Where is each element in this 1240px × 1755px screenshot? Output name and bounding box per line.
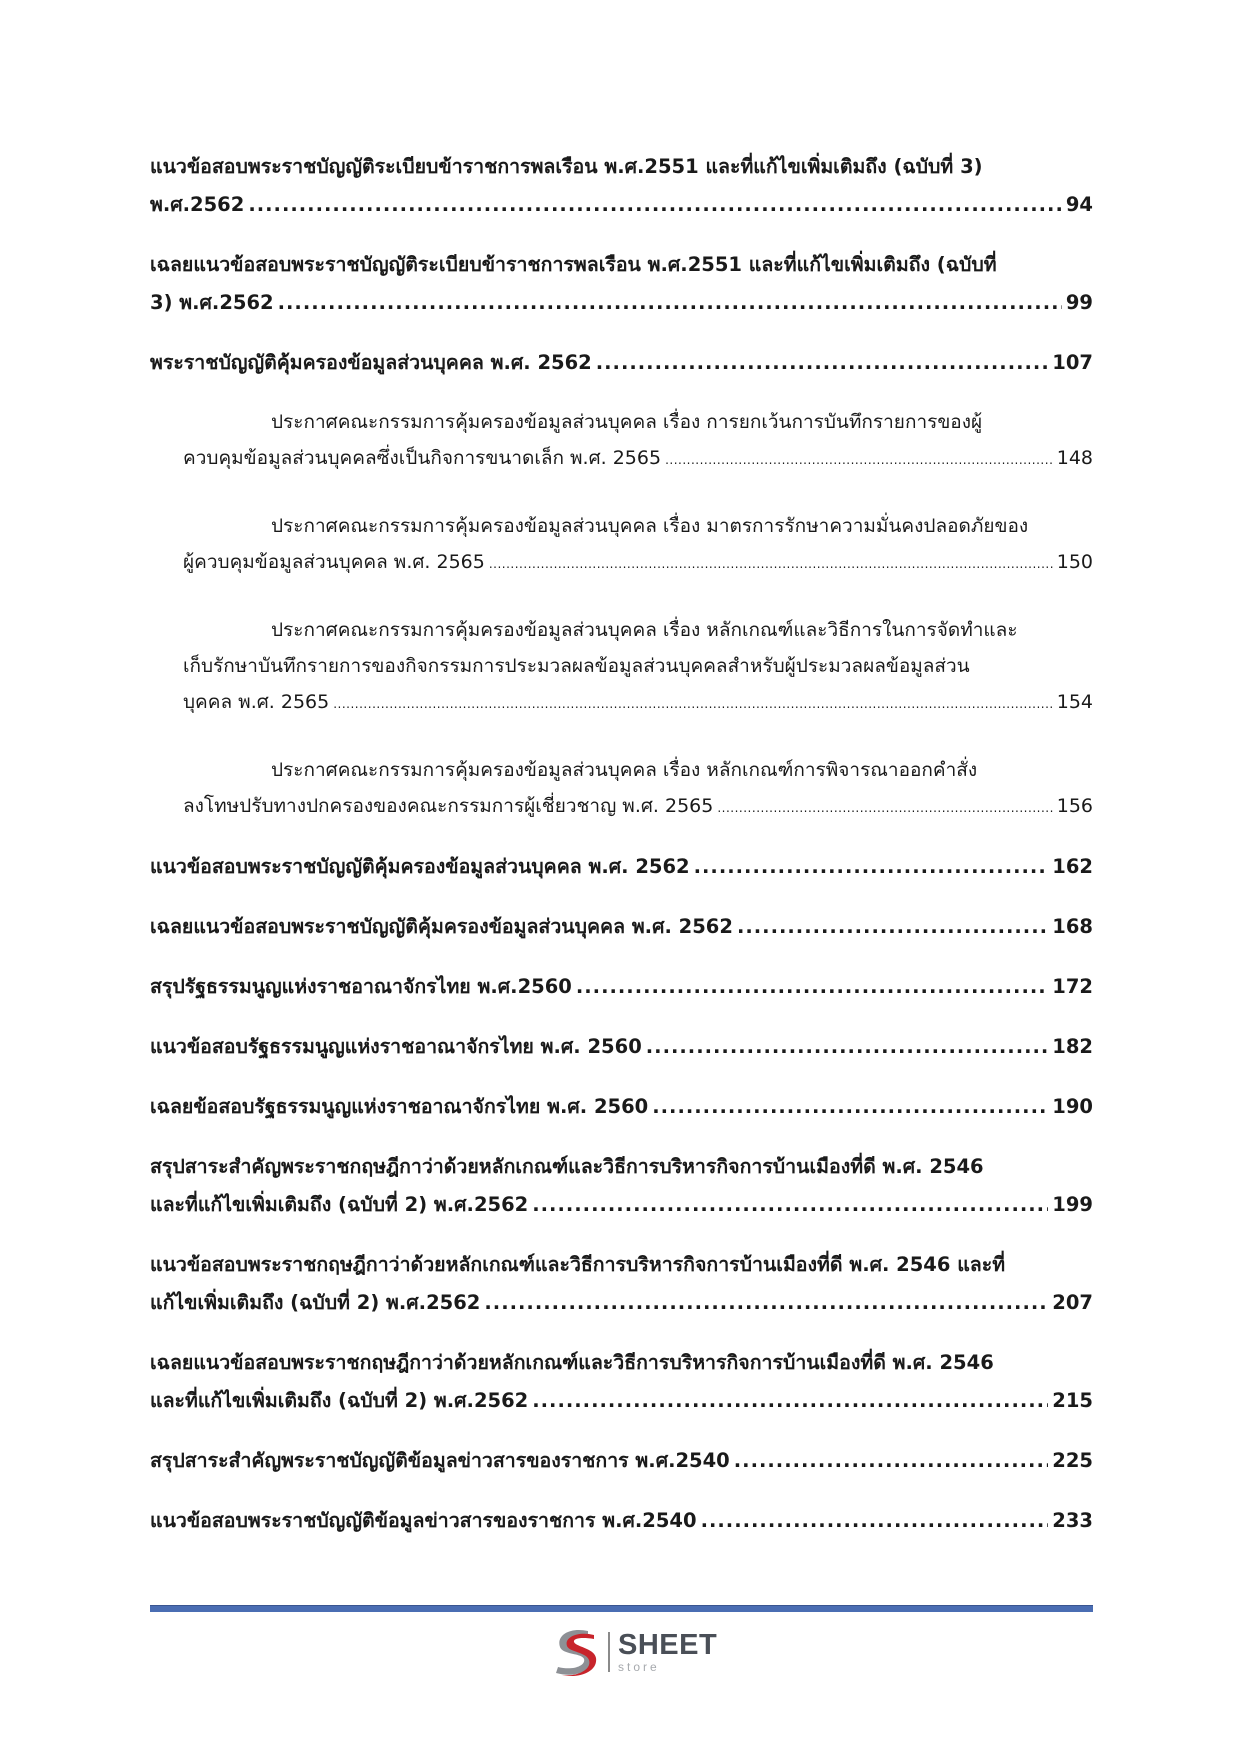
toc-entry-text: แนวข้อสอบพระราชบัญญัติคุ้มครองข้อมูลส่วนบุคคล พ.ศ. 2562	[150, 855, 690, 878]
dot-leader	[652, 1088, 1048, 1126]
toc-entry-text: พ.ศ.2562	[150, 193, 245, 216]
toc-subentry[interactable]	[183, 752, 1093, 826]
toc-entry-text: ประกาศคณะกรรมการคุ้มครองข้อมูลส่วนบุคคล เรื่อง หลักเกณฑ์และวิธีการในการจัดทำและ	[271, 619, 1018, 641]
dot-leader	[576, 968, 1048, 1006]
toc-entry-text: ควบคุมข้อมูลส่วนบุคคลซึ่งเป็นกิจการขนาดเล็ก พ.ศ. 2565	[183, 447, 662, 469]
toc-page-number: 154	[1056, 691, 1093, 713]
toc-page-number: 182	[1052, 1035, 1093, 1058]
dot-leader	[248, 186, 1062, 224]
toc-entry[interactable]	[150, 246, 1093, 322]
toc-subentry[interactable]	[183, 612, 1093, 722]
toc-entry-text: และที่แก้ไขเพิ่มเติมถึง (ฉบับที่ 2) พ.ศ.2562	[150, 1389, 529, 1412]
dot-leader	[734, 1442, 1049, 1480]
toc-entry-text: ลงโทษปรับทางปกครองของคณะกรรมการผู้เชี่ยวชาญ พ.ศ. 2565	[183, 795, 714, 817]
logo-subtext: store	[618, 1660, 660, 1674]
sheet-store-logo-icon	[548, 1625, 602, 1679]
toc-entry[interactable]	[150, 148, 1093, 224]
toc-entry-text: แก้ไขเพิ่มเติมถึง (ฉบับที่ 2) พ.ศ.2562	[150, 1291, 481, 1314]
toc-page-number: 233	[1052, 1509, 1093, 1532]
dot-leader	[532, 1382, 1048, 1420]
toc-entry[interactable]	[150, 1502, 1093, 1540]
toc-entry-text: แนวข้อสอบรัฐธรรมนูญแห่งราชอาณาจักรไทย พ.ศ. 2560	[150, 1035, 642, 1058]
toc-entry[interactable]	[150, 1442, 1093, 1480]
toc-entry[interactable]	[150, 968, 1093, 1006]
toc-subentry[interactable]	[183, 404, 1093, 478]
dot-leader	[333, 686, 1053, 722]
toc-entry-text: ประกาศคณะกรรมการคุ้มครองข้อมูลส่วนบุคคล เรื่อง หลักเกณฑ์การพิจารณาออกคำสั่ง	[271, 759, 978, 781]
dot-leader	[717, 790, 1052, 826]
toc-page-number: 150	[1056, 551, 1093, 573]
dot-leader	[532, 1186, 1048, 1224]
dot-leader	[701, 1502, 1049, 1540]
toc-page-number: 148	[1056, 447, 1093, 469]
toc-entry-text: ประกาศคณะกรรมการคุ้มครองข้อมูลส่วนบุคคล เรื่อง มาตรการรักษาความมั่นคงปลอดภัยของ	[271, 515, 1029, 537]
toc-page-number: 94	[1065, 193, 1093, 216]
toc-subentry[interactable]	[183, 508, 1093, 582]
toc-entry[interactable]	[150, 1344, 1093, 1420]
toc-page-number: 99	[1065, 291, 1093, 314]
toc-entry[interactable]	[150, 1088, 1093, 1126]
toc-page-number: 199	[1052, 1193, 1093, 1216]
toc-page-number: 172	[1052, 975, 1093, 998]
dot-leader	[484, 1284, 1048, 1322]
toc-entry-text: เฉลยแนวข้อสอบพระราชบัญญัติระเบียบข้าราชการพลเรือน พ.ศ.2551 และที่แก้ไขเพิ่มเติมถึง (ฉบับที่	[150, 253, 997, 276]
toc-entry-text: สรุปรัฐธรรมนูญแห่งราชอาณาจักรไทย พ.ศ.2560	[150, 975, 572, 998]
logo-text: SHEET	[618, 1629, 718, 1661]
toc-entry-text: แนวข้อสอบพระราชกฤษฎีกาว่าด้วยหลักเกณฑ์และวิธีการบริหารกิจการบ้านเมืองที่ดี พ.ศ. 2546 และที่	[150, 1253, 1006, 1276]
dot-leader	[596, 344, 1049, 382]
dot-leader	[665, 442, 1053, 478]
toc-page-number: 215	[1052, 1389, 1093, 1412]
toc-entry-text: 3) พ.ศ.2562	[150, 291, 274, 314]
toc-entry-text: เฉลยแนวข้อสอบพระราชบัญญัติคุ้มครองข้อมูลส่วนบุคคล พ.ศ. 2562	[150, 915, 733, 938]
toc-entry-text: แนวข้อสอบพระราชบัญญัติระเบียบข้าราชการพลเรือน พ.ศ.2551 และที่แก้ไขเพิ่มเติมถึง (ฉบับที่ 3)	[150, 155, 983, 178]
toc-entry-text: ผู้ควบคุมข้อมูลส่วนบุคคล พ.ศ. 2565	[183, 551, 485, 573]
dot-leader	[694, 848, 1049, 886]
dot-leader	[646, 1028, 1049, 1066]
toc-entry[interactable]	[150, 848, 1093, 886]
toc-entry[interactable]	[150, 344, 1093, 382]
table-of-contents	[150, 148, 1093, 1562]
dot-leader	[737, 908, 1048, 946]
toc-entry-text: และที่แก้ไขเพิ่มเติมถึง (ฉบับที่ 2) พ.ศ.2562	[150, 1193, 529, 1216]
toc-entry-text: เฉลยข้อสอบรัฐธรรมนูญแห่งราชอาณาจักรไทย พ.ศ. 2560	[150, 1095, 649, 1118]
sheet-store-logo	[548, 1624, 717, 1680]
footer-divider	[150, 1605, 1093, 1612]
toc-page-number: 156	[1056, 795, 1093, 817]
toc-page-number: 168	[1052, 915, 1093, 938]
toc-entry[interactable]	[150, 1148, 1093, 1224]
toc-entry-text: สรุปสาระสำคัญพระราชกฤษฎีกาว่าด้วยหลักเกณฑ์และวิธีการบริหารกิจการบ้านเมืองที่ดี พ.ศ. 2546	[150, 1155, 984, 1178]
dot-leader	[489, 546, 1053, 582]
toc-entry-text: เฉลยแนวข้อสอบพระราชกฤษฎีกาว่าด้วยหลักเกณฑ์และวิธีการบริหารกิจการบ้านเมืองที่ดี พ.ศ. 2546	[150, 1351, 994, 1374]
toc-entry-text: แนวข้อสอบพระราชบัญญัติข้อมูลข่าวสารของราชการ พ.ศ.2540	[150, 1509, 697, 1532]
toc-entry-text: พระราชบัญญัติคุ้มครองข้อมูลส่วนบุคคล พ.ศ. 2562	[150, 351, 592, 374]
toc-entry[interactable]	[150, 1028, 1093, 1066]
toc-page-number: 107	[1052, 351, 1093, 374]
logo-divider	[608, 1632, 610, 1672]
toc-page-number: 225	[1052, 1449, 1093, 1472]
toc-page-number: 207	[1052, 1291, 1093, 1314]
toc-page-number: 190	[1052, 1095, 1093, 1118]
dot-leader	[278, 284, 1062, 322]
toc-entry-text: ประกาศคณะกรรมการคุ้มครองข้อมูลส่วนบุคคล เรื่อง การยกเว้นการบันทึกรายการของผู้	[271, 411, 983, 433]
toc-entry-text: บุคคล พ.ศ. 2565	[183, 691, 330, 713]
toc-page-number: 162	[1052, 855, 1093, 878]
toc-entry[interactable]	[150, 1246, 1093, 1322]
toc-entry-text: สรุปสาระสำคัญพระราชบัญญัติข้อมูลข่าวสารของราชการ พ.ศ.2540	[150, 1449, 730, 1472]
toc-entry[interactable]	[150, 908, 1093, 946]
toc-entry-text: เก็บรักษาบันทึกรายการของกิจกรรมการประมวลผลข้อมูลส่วนบุคคลสำหรับผู้ประมวลผลข้อมูลส่วน	[183, 655, 970, 677]
